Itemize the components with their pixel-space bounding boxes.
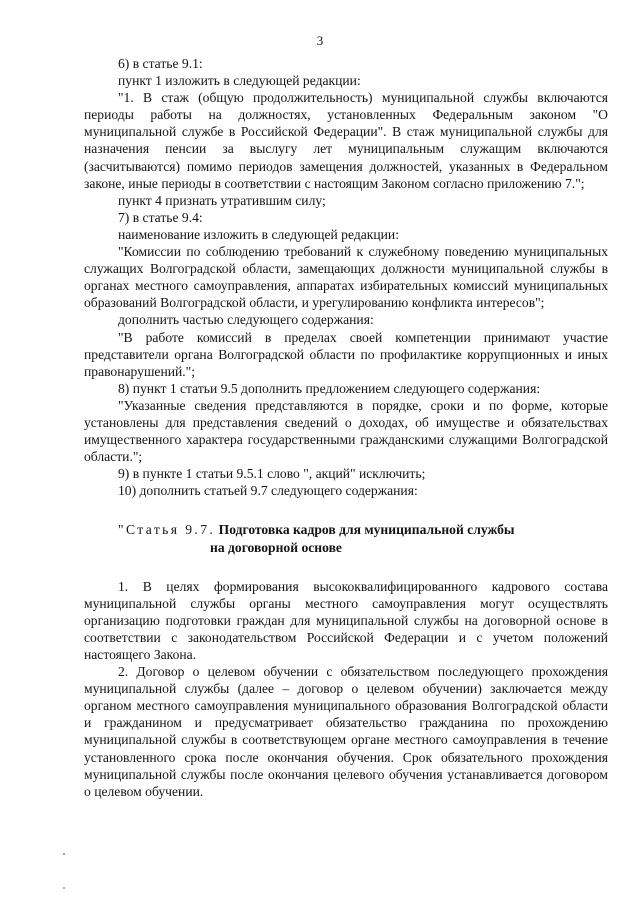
scan-speck <box>63 887 65 889</box>
paragraph: "Указанные сведения представляются в порядке, сроки и по форме, которые установлены для представления сведений о доходах, об имуществе и обязательствах имущественного характера государственными гражданскими служащими Волгоградской области."; <box>84 397 608 465</box>
page-number: 3 <box>316 33 324 48</box>
article-heading-title: Подготовка кадров для муниципальной службы <box>218 522 515 538</box>
paragraph: наименование изложить в следующей редакции: <box>118 226 399 242</box>
article-paragraph: 1. В целях формирования высококвалифицированного кадрового состава муниципальной службы органы местного самоуправления могут осуществлять организацию подготовки граждан для муниципальной службы на договорной основе в соответствии с законодательством Российской Федерации и с учетом положений настоящего Закона. <box>84 578 608 662</box>
paragraph: дополнить частью следующего содержания: <box>118 312 374 328</box>
paragraph: пункт 1 изложить в следующей редакции: <box>118 73 361 89</box>
article-heading-title-continued: на договорной основе <box>210 539 342 555</box>
paragraph: "1. В стаж (общую продолжительность) муниципальной службы включаются периоды работы на должностях, установленных Федеральным законом "О муниципальной службе в Российской Федерации". В стаж муниципальной службы для назначения пенсии за выслугу лет муниципальным служащим включаются (засчитываются) помимо периодов замещения должностей, указанных в Федеральном законе, иные периоды в соответствии с настоящим Законом согласно приложению 7."; <box>84 90 608 191</box>
paragraph: "В работе комиссий в пределах своей компетенции принимают участие представители органа Волгоградской области по профилактике коррупционных и иных правонарушений."; <box>84 329 608 379</box>
scan-speck <box>63 853 65 855</box>
paragraph: 10) дополнить статьей 9.7 следующего содержания: <box>118 483 418 499</box>
article-heading-prefix: "Статья 9.7. <box>118 522 216 538</box>
article-heading <box>118 521 608 538</box>
paragraph: 6) в статье 9.1: <box>118 56 203 71</box>
document-body <box>84 55 608 800</box>
paragraph: 9) в пункте 1 статьи 9.5.1 слово ", акций" исключить; <box>118 466 426 482</box>
paragraph: пункт 4 признать утратившим силу; <box>118 192 326 208</box>
paragraph: 8) пункт 1 статьи 9.5 дополнить предложением следующего содержания: <box>118 380 541 396</box>
paragraph: 7) в статье 9.4: <box>118 209 203 225</box>
paragraph: "Комиссии по соблюдению требований к служебному поведению муниципальных служащих Волгоградской области, замещающих должности муниципальной службы в органах местного самоуправления, аппаратах избирательных комиссий муниципальных образований Волгоградской области, и урегулированию конфликта интересов"; <box>84 244 608 311</box>
article-paragraph: 2. Договор о целевом обучении с обязательством последующего прохождения муниципальной службы (далее – договор о целевом обучении) заключается между органом местного самоуправления муниципального образования Волгоградской области и гражданином и предусматривает обязательство гражданина по прохождению муниципальной службы в соответствующем органе местного самоуправления в течение установленного срока после окончания обучения. Срок обязательного прохождения муниципальной службы после окончания целевого обучения устанавливается договором о целевом обучении. <box>84 664 608 799</box>
